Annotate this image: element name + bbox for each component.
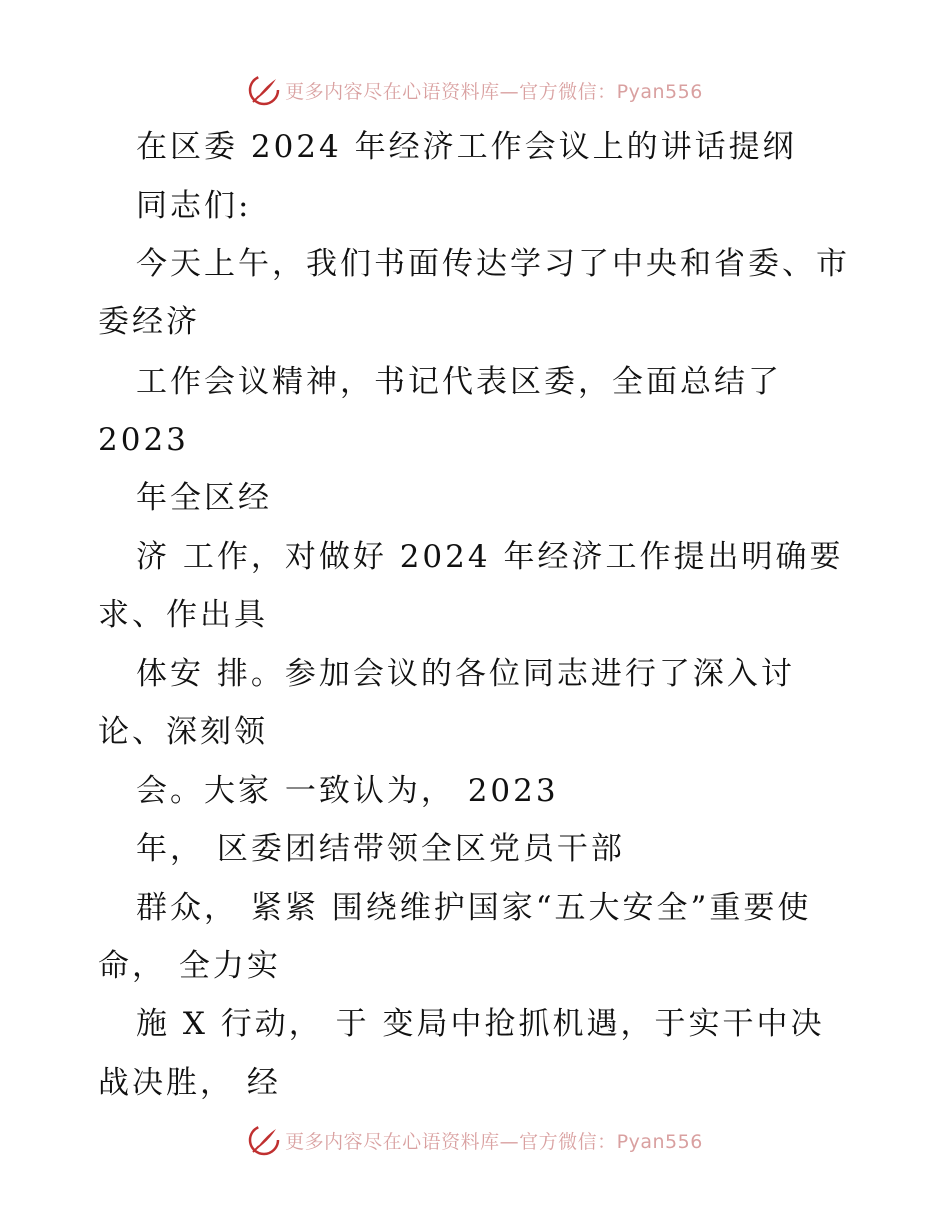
body-line: 工作会议精神，书记代表区委，全面总结了 [136, 364, 782, 400]
body-line: 战决胜， 经 [98, 1065, 281, 1101]
body-line: 今天上午，我们书面传达学习了中央和省委、市 [136, 246, 850, 282]
body-line: 会。大家 一致认为， 2023 [136, 773, 559, 809]
body-line: 施 X 行动， 于 变局中抢抓机遇，于实干中决 [136, 1006, 825, 1042]
body-line: 论、深刻领 [98, 714, 268, 750]
body-line: 体安 排。参加会议的各位同志进行了深入讨 [136, 656, 795, 692]
watermark-text: 更多内容尽在心语资料库—官方微信：Pyan556 [285, 1130, 703, 1153]
footer-watermark-banner [0, 1120, 950, 1160]
salutation-line: 同志们: [136, 188, 252, 224]
body-line: 济 工作，对做好 2024 年经济工作提出明确要 [136, 539, 844, 575]
body-line: 年， 区委团结带领全区党员干部 [136, 831, 625, 867]
feather-pen-logo-icon [247, 73, 281, 107]
body-line: 命， 全力实 [98, 948, 281, 984]
body-line: 群众， 紧紧 围绕维护国家“五大安全”重要使 [136, 890, 812, 926]
body-line: 年全区经 [136, 480, 272, 516]
body-line: 委经济 [98, 304, 200, 340]
document-title: 在区委 2024 年经济工作会议上的讲话提纲 [136, 129, 797, 165]
body-line: 2023 [98, 422, 189, 458]
body-line: 求、作出具 [98, 597, 268, 633]
header-watermark-banner [0, 70, 950, 110]
feather-pen-logo-icon [247, 1123, 281, 1157]
watermark-text: 更多内容尽在心语资料库—官方微信：Pyan556 [285, 80, 703, 103]
